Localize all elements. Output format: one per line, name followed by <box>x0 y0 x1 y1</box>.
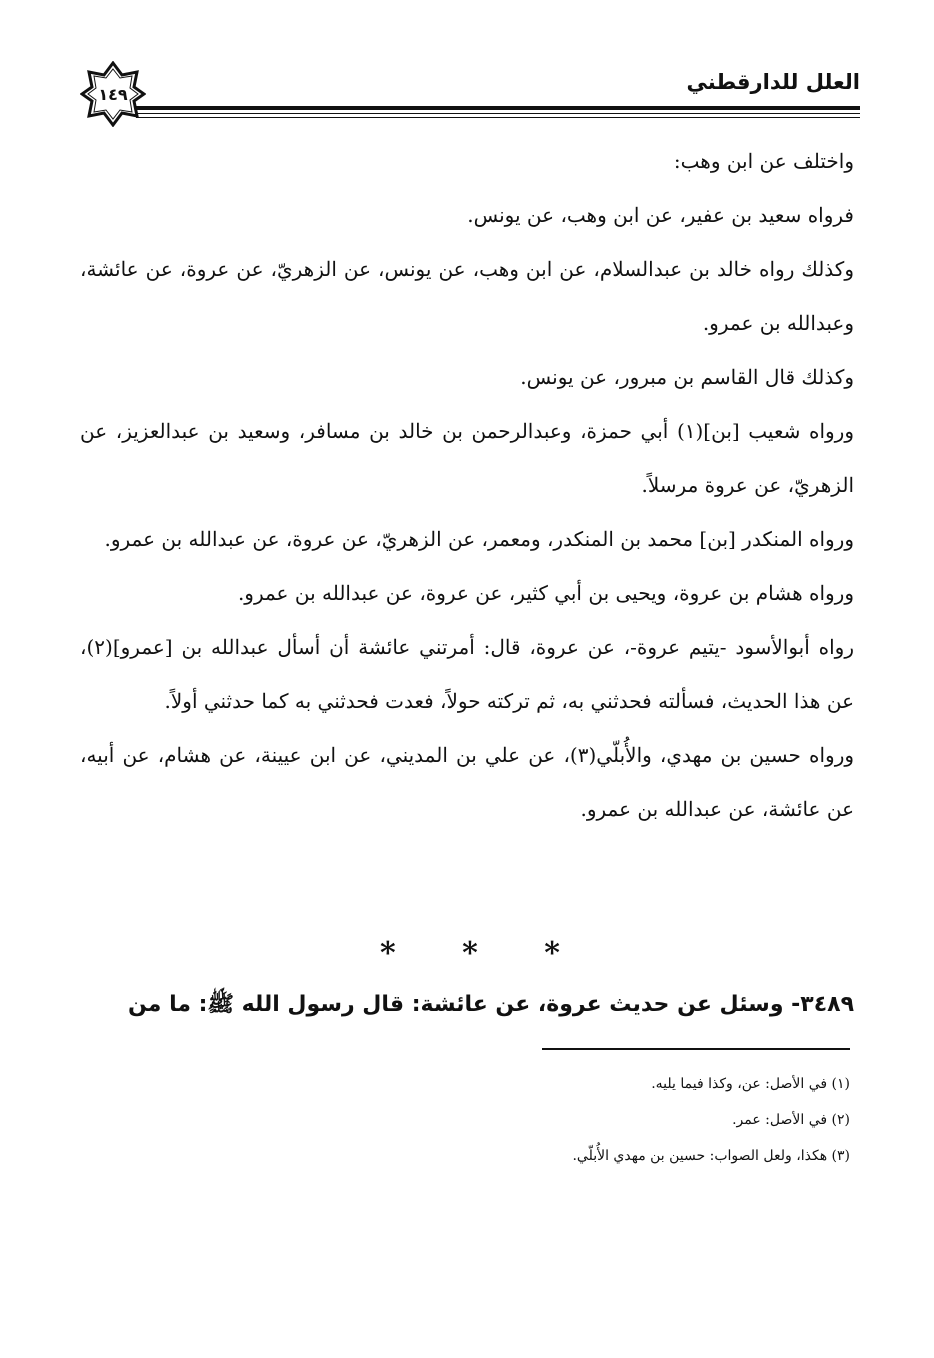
footnotes <box>500 1066 850 1174</box>
entry-heading: ٣٤٨٩- وسئل عن حديث عروة، عن عائشة: قال رسول الله ﷺ: ما من <box>128 992 854 1017</box>
footnote: (٣) هكذا، ولعل الصواب: حسين بن مهدي الأُبلّي. <box>572 1148 850 1164</box>
book-title: العلل للدارقطني <box>686 70 860 94</box>
header-rule <box>136 106 860 110</box>
footnote: (٢) في الأصل: عمر. <box>732 1112 850 1128</box>
star-separator: * <box>380 936 396 971</box>
star-separator: * <box>544 936 560 971</box>
footnote-divider <box>542 1048 850 1050</box>
main-text <box>80 134 854 836</box>
star-separator: * <box>462 936 478 971</box>
paragraph: ورواه المنكدر [بن] محمد بن المنكدر، ومعمر، عن الزهريّ، عن عروة، عن عبدالله بن عمرو. <box>104 527 854 551</box>
paragraph: ورواه هشام بن عروة، ويحيى بن أبي كثير، عن عروة، عن عبدالله بن عمرو. <box>237 581 854 605</box>
paragraph: واختلف عن ابن وهب: <box>673 149 854 173</box>
page-number-badge <box>80 61 146 127</box>
paragraph: وكذلك قال القاسم بن مبرور، عن يونس. <box>520 365 854 389</box>
paragraph: ورواه حسين بن مهدي، والأُبلّي(٣)، عن علي بن المديني، عن ابن عيينة، عن هشام، عن أبيه، عن عائشة، عن عبدالله بن عمرو. <box>80 743 855 821</box>
page-number: ١٤٩ <box>98 84 128 104</box>
paragraph: رواه أبوالأسود -يتيم عروة-، عن عروة، قال: أمرتني عائشة أن أسأل عبدالله بن [عمرو](٢)، عن هذا الحديث، فسألته فحدثني به، ثم تركته حولاً، فعدت فحدثني به كما حدثني أولاً. <box>80 635 854 713</box>
paragraph: وكذلك رواه خالد بن عبدالسلام، عن ابن وهب، عن يونس، عن الزهريّ، عن عروة، عن عائشة، وعبدالله بن عمرو. <box>80 257 854 335</box>
header-rule <box>136 113 860 114</box>
paragraph: فرواه سعيد بن عفير، عن ابن وهب، عن يونس. <box>467 203 854 227</box>
footnote: (١) في الأصل: عن، وكذا فيما يليه. <box>651 1076 850 1092</box>
section-separator <box>380 934 560 974</box>
paragraph: ورواه شعيب [بن](١) أبي حمزة، وعبدالرحمن بن خالد بن مسافر، وسعيد بن عبدالعزيز، عن الزهريّ، عن عروة مرسلاً. <box>80 419 854 497</box>
header-rule <box>136 117 860 118</box>
